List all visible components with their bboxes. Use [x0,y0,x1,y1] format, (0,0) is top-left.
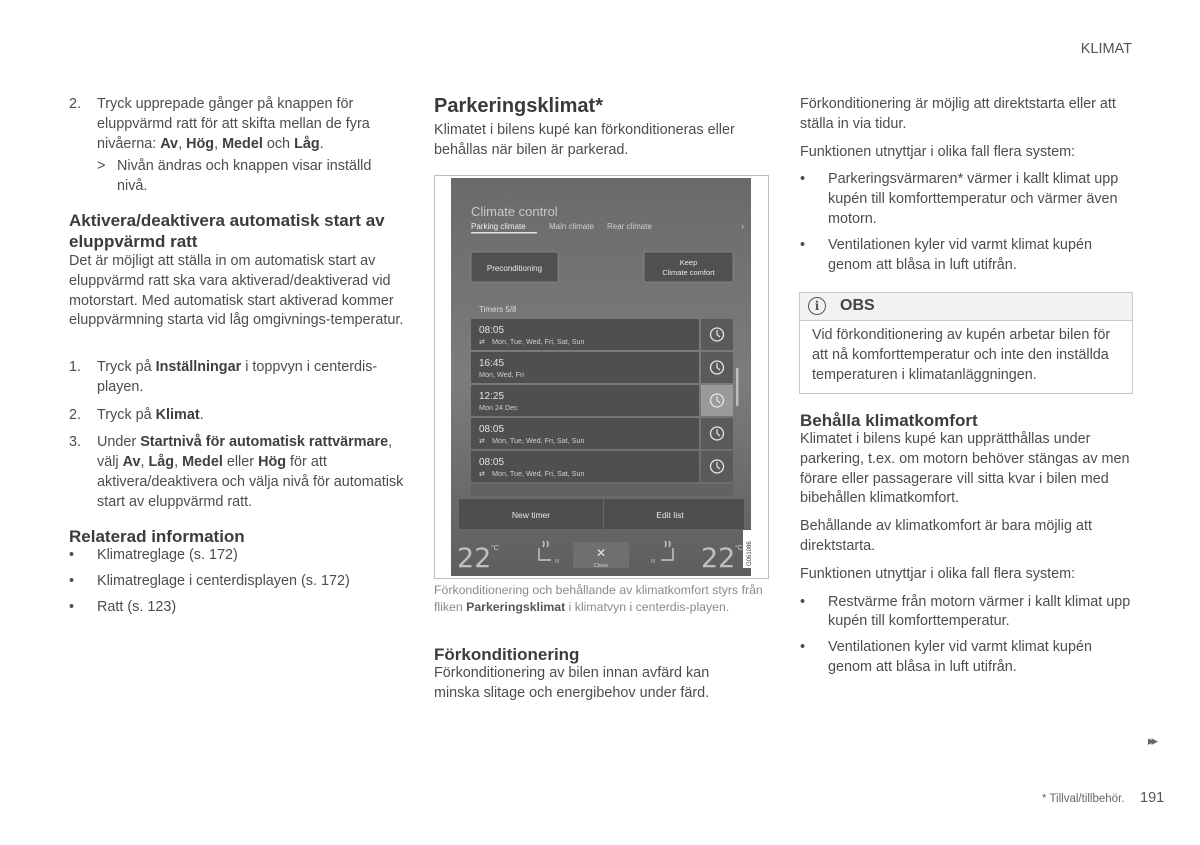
continue-arrows-icon: ▸▸ [1148,733,1156,748]
steps-list [69,358,404,521]
step-1: 1. Tryck på Inställningar i toppvyn i centerdis-playen. [69,359,378,395]
heading-auto-start: Aktivera/deaktivera automatisk start av eluppvärmd ratt [69,211,385,251]
page-number: 191 [1140,790,1165,806]
heading-keep-comfort: Behålla klimatkomfort [800,411,978,430]
tab-main-climate[interactable]: Main climate [549,222,594,231]
screen-title: Climate control [471,204,558,219]
edit-list-button[interactable] [604,499,744,529]
list-item: • Ventilationen kyler vid varmt klimat kupén genom att blåsa in luft utifrån. [800,236,1092,273]
timer-time: 08:05 [479,424,505,435]
step-2: 2. Tryck upprepade gånger på knappen för eluppvärmd ratt för att skifta mellan de fyra nivåerna: Av, Hög, Medel och Låg. > Nivån ändras och knappen visar inställd nivå. [69,95,404,197]
column-left [69,95,404,205]
list-item: • Restvärme från motorn värmer i kallt klimat upp kupén till komforttemperatur. [800,593,1131,630]
timer-row-partial [471,484,733,496]
timer-days: Mon, Wed, Fri [479,370,524,379]
svg-text:Keep: Keep [679,258,698,267]
step-3: 3. Under Startnivå för automatisk rattvärmare, välj Av, Låg, Medel eller Hög för att aktivera/deaktivera och välja nivå för automatisk start av eluppvärmd ratt. [69,434,404,510]
scrollbar[interactable] [736,368,739,406]
active-tab-underline [471,232,537,234]
info-icon: i [808,297,826,315]
timer-days: Mon 24 Dec [479,403,518,412]
close-button[interactable] [573,542,629,569]
heading-preconditioning: Förkonditionering [434,645,580,664]
paragraph-preconditioning: Förkonditionering av bilen innan avfärd kan minska slitage och energibehov under färd. [434,665,710,701]
obs-title: OBS [840,297,875,314]
paragraph-keep-comfort: Klimatet i bilens kupé kan upprätthållas under parkering, t.ex. om motorn behöver stängas av men förare eller passagerare vill sitta kvar i bilen med bibehållen klimatkomfort. [800,431,1130,507]
paragraph-systems: Funktionen utnyttjar i olika fall flera system: [800,143,1076,160]
tab-parking-climate[interactable]: Parking climate [471,222,526,231]
svg-text:Close: Close [593,563,609,569]
timer-row[interactable] [471,319,733,350]
column-right-top [800,95,1132,281]
image-code: G061086 [747,541,753,566]
svg-text:Edit list: Edit list [656,510,684,520]
svg-text:III: III [651,559,656,565]
timer-days: Mon, Tue, Wed, Fri, Sat, Sun [492,436,585,445]
repeat-icon: ⇄ [479,437,485,445]
paragraph-direct-start: Förkonditionering är möjlig att direktstarta eller att ställa in via tidur. [800,96,1116,132]
chevron-right-icon[interactable]: › [741,221,744,231]
tab-rear-climate[interactable]: Rear climate [607,222,652,231]
footnote: * Tillval/tillbehör. [1042,793,1125,805]
timer-row[interactable] [471,418,733,449]
paragraph-systems-2: Funktionen utnyttjar i olika fall flera system: [800,565,1076,582]
obs-text: Vid förkonditionering av kupén arbetar bilen för att nå komforttemperatur och inte den inställda temperaturen i klimatanläggningen. [812,327,1111,383]
figure-caption: Förkonditionering och behållande av klimatkomfort styrs från fliken Parkeringsklimat i klimatvyn i centerdis-playen. [434,583,763,614]
paragraph-direct-start-only: Behållande av klimatkomfort är bara möjlig att direktstarta. [800,518,1092,554]
timer-row[interactable] [471,451,733,482]
svg-text:III: III [555,559,560,565]
list-item: • Ventilationen kyler vid varmt klimat kupén genom att blåsa in luft utifrån. [800,639,1092,675]
intro-paragraph: Klimatet i bilens kupé kan förkonditioneras eller behållas när bilen är parkerad. [434,122,735,158]
svg-text:Climate comfort: Climate comfort [662,268,715,277]
list-item: • Parkeringsvärmaren* värmer i kallt klimat upp kupén till komforttemperatur och värmer även motorn. [800,171,1119,227]
step-2-result: > Nivån ändras och knappen visar inställd nivå. [97,158,372,195]
timer-time: 16:45 [479,358,505,369]
timer-row[interactable] [471,352,733,383]
timer-time: 12:25 [479,391,505,402]
svg-text:22: 22 [457,543,492,574]
timers-label: Timers 5/8 [479,305,517,314]
column-right-bottom [800,430,1135,684]
related-link[interactable]: • Klimatreglage i centerdisplayen (s. 172) [69,572,350,589]
paragraph-auto-start: Det är möjligt att ställa in om automatisk start av eluppvärmd ratt ska vara aktiverad/deaktiverad vid motorstart. Med automatisk start aktiverad kommer eluppvärmning starta vid låg omgivnings-temperatur. [69,253,404,329]
climate-screen-figure [434,175,769,579]
related-list [69,546,404,623]
section-header: KLIMAT [1080,41,1132,57]
svg-text:°C: °C [491,545,499,552]
heading-related: Relaterad information [69,527,245,546]
svg-text:Preconditioning: Preconditioning [486,264,543,273]
svg-text:22: 22 [701,543,736,574]
timer-time: 08:05 [479,457,505,468]
timer-row[interactable] [471,385,733,416]
new-timer-button[interactable] [459,499,603,529]
related-link[interactable]: • Ratt (s. 123) [69,598,177,615]
step-2b: 2. Tryck på Klimat. [69,406,204,423]
repeat-icon: ⇄ [479,470,485,478]
obs-note-box [799,292,1133,394]
related-link[interactable]: • Klimatreglage (s. 172) [69,547,238,563]
climate-control-screen [435,176,768,578]
timer-list [471,319,733,496]
page-title: Parkeringsklimat* [434,95,603,117]
repeat-icon: ⇄ [479,338,485,346]
keep-climate-comfort-button[interactable] [644,252,733,282]
timer-days: Mon, Tue, Wed, Fri, Sat, Sun [492,337,585,346]
preconditioning-button[interactable] [471,252,558,282]
timer-time: 08:05 [479,325,505,336]
timer-days: Mon, Tue, Wed, Fri, Sat, Sun [492,469,585,478]
svg-text:New timer: New timer [511,510,551,520]
obs-header [800,293,1132,321]
svg-text:°C: °C [735,545,743,552]
close-icon: ✕ [595,546,607,560]
